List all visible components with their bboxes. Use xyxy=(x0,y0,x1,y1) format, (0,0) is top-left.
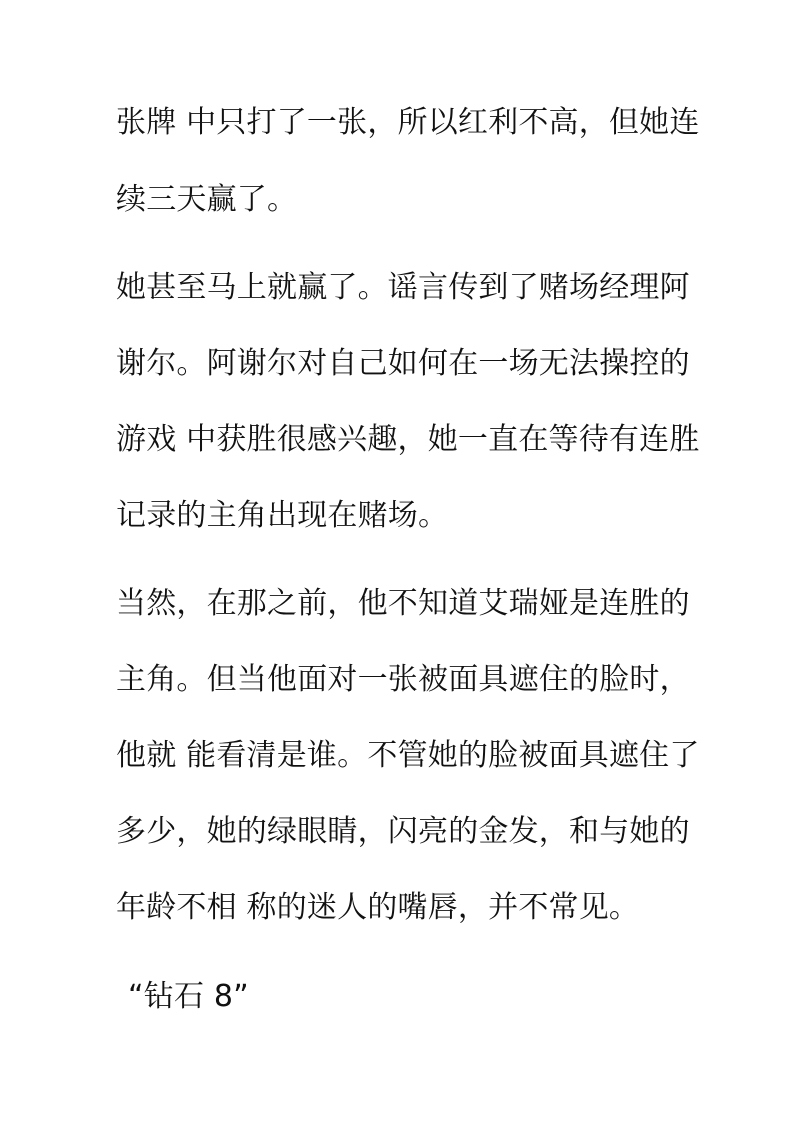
text-line-9: 他就 能看清是谁。不管她的脸被面具遮住了 xyxy=(116,738,700,773)
text-line-11: 年龄不相 称的迷人的嘴唇，并不常见。 xyxy=(116,890,640,925)
text-line-10: 多少，她的绿眼睛，闪亮的金发，和与她的 xyxy=(116,814,690,849)
text-line-4: 谢尔。阿谢尔对自己如何在一场无法操控的 xyxy=(116,346,690,381)
text-line-3: 她甚至马上就赢了。谣言传到了赌场经理阿 xyxy=(116,270,690,305)
text-line-5: 游戏 中获胜很感兴趣，她一直在等待有连胜 xyxy=(116,422,700,457)
text-line-8: 主角。但当他面对一张被面具遮住的脸时， xyxy=(116,662,690,697)
quote-line: “钻石 8” xyxy=(128,979,249,1014)
text-line-2: 续三天赢了。 xyxy=(116,182,298,217)
text-line-1: 张牌 中只打了一张，所以红利不高，但她连 xyxy=(116,105,700,140)
text-line-6: 记录的主角出现在赌场。 xyxy=(116,498,449,533)
text-line-7: 当然，在那之前，他不知道艾瑞娅是连胜的 xyxy=(116,586,690,621)
